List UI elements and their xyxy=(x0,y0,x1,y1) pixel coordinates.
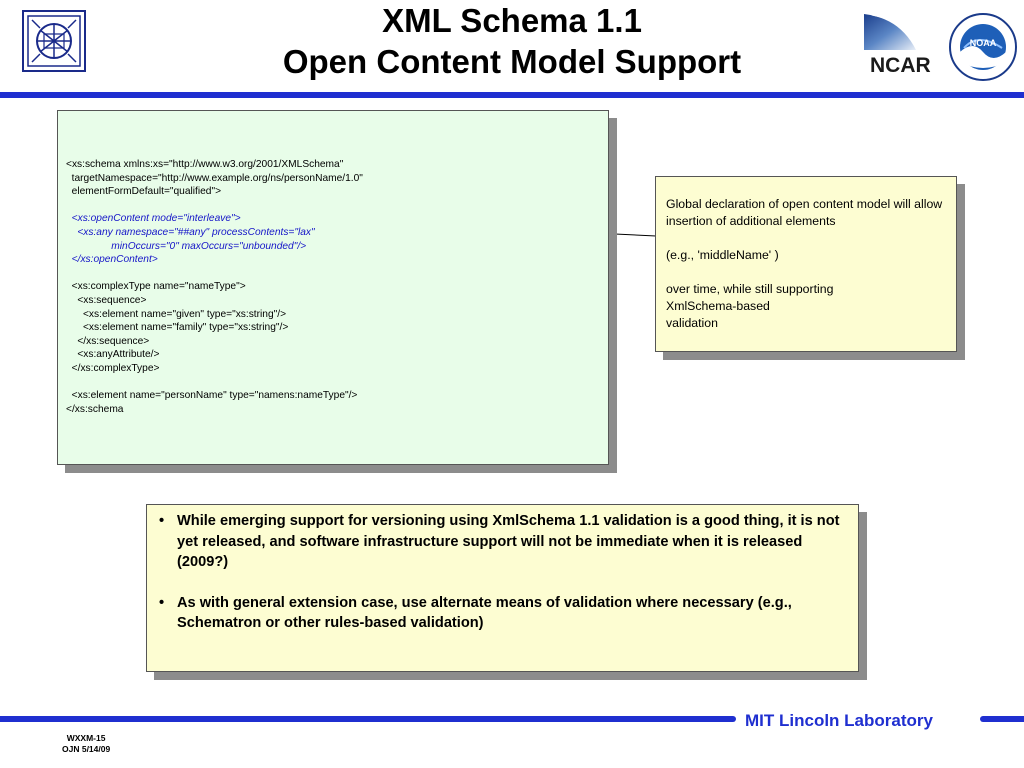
title-line-2: Open Content Model Support xyxy=(282,43,742,80)
code-line: targetNamespace="http://www.example.org/ns/personName/1.0" xyxy=(66,172,363,184)
code-line xyxy=(66,267,363,281)
code-line: <xs:sequence> xyxy=(66,294,147,306)
code-line: minOccurs="0" maxOccurs="unbounded"/> xyxy=(66,240,307,252)
code-line: <xs:element name="family" type="xs:string"/> xyxy=(66,322,289,334)
title-line-1: XML Schema 1.1 xyxy=(382,2,642,39)
code-line: </xs:schema xyxy=(66,403,124,415)
code-line: <xs:any namespace="##any" processContents="lax" xyxy=(66,226,315,238)
bullet-item xyxy=(159,593,846,634)
schema-code xyxy=(66,158,363,416)
code-line: <xs:element name="given" type="xs:string"/> xyxy=(66,308,287,320)
code-line: <xs:element name="personName" type="namens:nameType"/> xyxy=(66,390,358,402)
summary-bullets xyxy=(159,511,846,654)
bullet-text-1: While emerging support for versioning using XmlSchema 1.1 validation is a good thing, it is not yet released, and software infrastructure support will not be immediate when it is released (2009?) xyxy=(177,513,840,570)
bullet-glyph: • xyxy=(159,513,165,529)
code-line: </xs:openContent> xyxy=(66,254,158,266)
code-line xyxy=(66,376,363,390)
code-line: <xs:anyAttribute/> xyxy=(66,349,160,361)
code-line: </xs:sequence> xyxy=(66,335,150,347)
bullet-item xyxy=(159,511,846,573)
schema-code-box xyxy=(57,110,609,465)
ncar-wordmark: NCAR xyxy=(870,54,931,77)
note-paragraph-3 xyxy=(666,281,956,332)
slide-id: WXXM-15 xyxy=(66,733,106,743)
callout-note xyxy=(666,196,956,332)
note-paragraph-2: (e.g., 'middleName' ) xyxy=(666,248,779,262)
callout-note-box xyxy=(655,176,957,352)
code-line: <xs:openContent mode="interleave"> xyxy=(66,213,241,225)
bullet-glyph: • xyxy=(159,594,165,611)
code-line: elementFormDefault="qualified"> xyxy=(66,186,222,198)
note-line-c: validation xyxy=(666,316,718,330)
note-line-b: XmlSchema-based xyxy=(666,299,770,313)
author-date: OJN 5/14/09 xyxy=(62,744,111,754)
note-paragraph-1: Global declaration of open content model will allow insertion of additional elements xyxy=(666,197,943,228)
noaa-label: NOAA xyxy=(969,38,997,48)
mit-lincoln-laboratory-label: MIT Lincoln Laboratory xyxy=(745,711,933,730)
code-line: <xs:schema xmlns:xs="http://www.w3.org/2001/XMLSchema" xyxy=(66,159,344,170)
code-line: </xs:complexType> xyxy=(66,362,160,374)
bullet-text-2: As with general extension case, use alternate means of validation where necessary (e.g., Schematron or other rules-based validation) xyxy=(177,594,792,631)
code-line: <xs:complexType name="nameType"> xyxy=(66,281,246,293)
bottom-rule-left xyxy=(0,716,736,722)
note-line-a: over time, while still supporting xyxy=(666,282,834,296)
summary-bullet-box xyxy=(146,504,859,672)
slide-footer xyxy=(62,733,110,755)
code-line xyxy=(66,199,363,213)
bottom-rule-right xyxy=(980,716,1024,722)
